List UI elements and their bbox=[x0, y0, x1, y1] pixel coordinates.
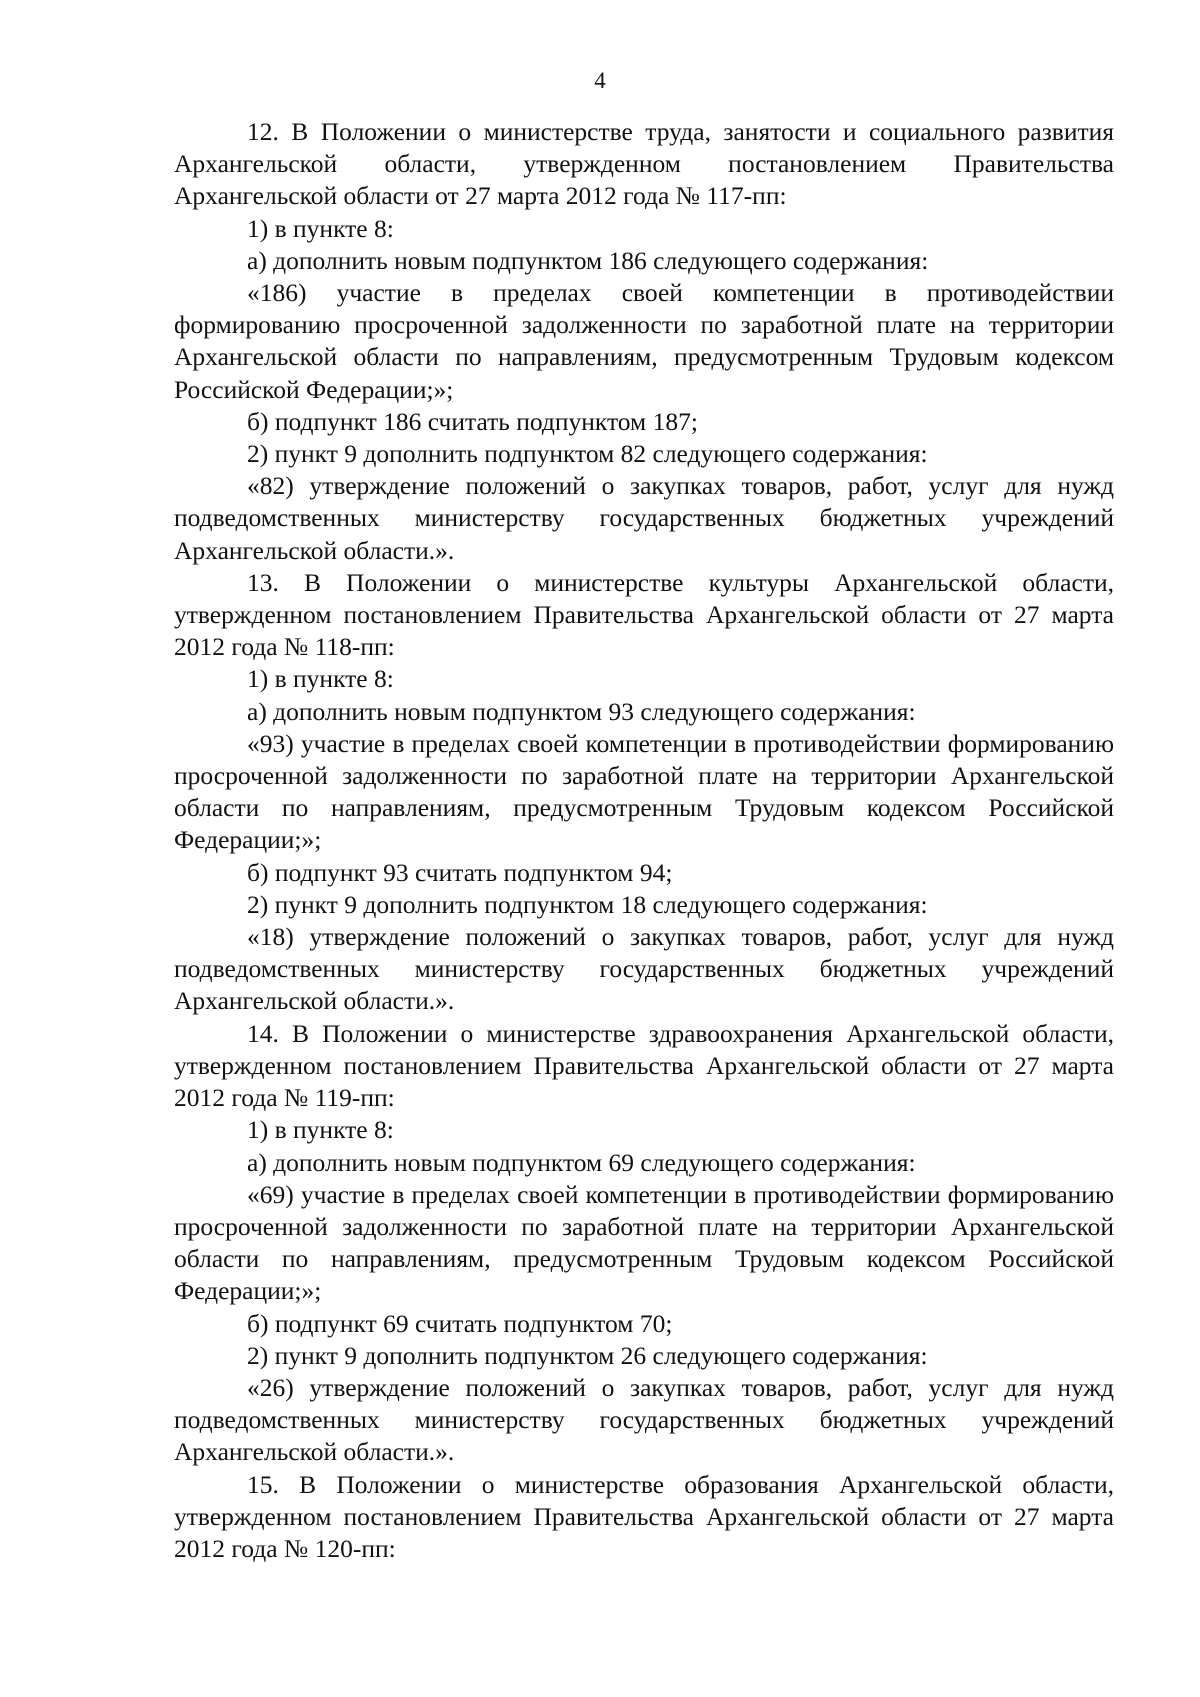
paragraph: 12. В Положении о министерстве труда, занятости и социального развития Архангельской области, утвержденном постановлением Правительства Архангельской области от 27 марта 2012 года № 117-пп: bbox=[174, 117, 1114, 211]
paragraph: «69) участие в пределах своей компетенции в противодействии формированию просроченной задолженности по заработной плате на территории Архангельской области по направлениям, предусмотренным Трудовым кодексом Российской Федерации;»; bbox=[174, 1179, 1114, 1306]
paragraph: 2) пункт 9 дополнить подпунктом 26 следующего содержания: bbox=[247, 1340, 928, 1370]
document-body bbox=[174, 116, 1114, 1565]
paragraph: 1) в пункте 8: bbox=[247, 213, 394, 243]
paragraph: б) подпункт 93 считать подпунктом 94; bbox=[247, 857, 673, 887]
paragraph: 13. В Положении о министерстве культуры Архангельской области, утвержденном постановлением Правительства Архангельской области от 27 марта 2012 года № 118-пп: bbox=[174, 567, 1114, 662]
paragraph: «26) утверждение положений о закупках товаров, работ, услуг для нужд подведомственных министерству государственных бюджетных учреждений Архангельской области.». bbox=[174, 1372, 1114, 1467]
page-number: 4 bbox=[594, 68, 606, 93]
paragraph: «18) утверждение положений о закупках товаров, работ, услуг для нужд подведомственных министерству государственных бюджетных учреждений Архангельской области.». bbox=[174, 922, 1114, 1016]
paragraph: 1) в пункте 8: bbox=[247, 664, 394, 694]
paragraph: «82) утверждение положений о закупках товаров, работ, услуг для нужд подведомственных министерству государственных бюджетных учреждений Архангельской области.». bbox=[174, 471, 1114, 565]
paragraph: а) дополнить новым подпунктом 69 следующего содержания: bbox=[247, 1147, 916, 1177]
paragraph: 2) пункт 9 дополнить подпунктом 18 следующего содержания: bbox=[247, 889, 928, 919]
paragraph: а) дополнить новым подпунктом 93 следующего содержания: bbox=[247, 696, 916, 726]
paragraph: б) подпункт 186 считать подпунктом 187; bbox=[247, 406, 698, 436]
paragraph: б) подпункт 69 считать подпунктом 70; bbox=[247, 1308, 673, 1338]
paragraph: 15. В Положении о министерстве образования Архангельской области, утвержденном постановлением Правительства Архангельской области от 27 марта 2012 года № 120-пп: bbox=[174, 1469, 1114, 1563]
paragraph: а) дополнить новым подпунктом 186 следующего содержания: bbox=[247, 245, 929, 275]
paragraph: 14. В Положении о министерстве здравоохранения Архангельской области, утвержденном постановлением Правительства Архангельской области от 27 марта 2012 года № 119-пп: bbox=[174, 1018, 1114, 1113]
paragraph: 2) пункт 9 дополнить подпунктом 82 следующего содержания: bbox=[247, 439, 928, 469]
paragraph: «93) участие в пределах своей компетенции в противодействии формированию просроченной задолженности по заработной плате на территории Архангельской области по направлениям, предусмотренным Трудовым кодексом Российской Федерации;»; bbox=[174, 728, 1114, 855]
paragraph: «186) участие в пределах своей компетенции в противодействии формированию просроченной задолженности по заработной плате на территории Архангельской области по направлениям, предусмотренным Трудовым кодексом Российской Федерации;»; bbox=[174, 278, 1114, 404]
paragraph: 1) в пункте 8: bbox=[247, 1115, 394, 1145]
